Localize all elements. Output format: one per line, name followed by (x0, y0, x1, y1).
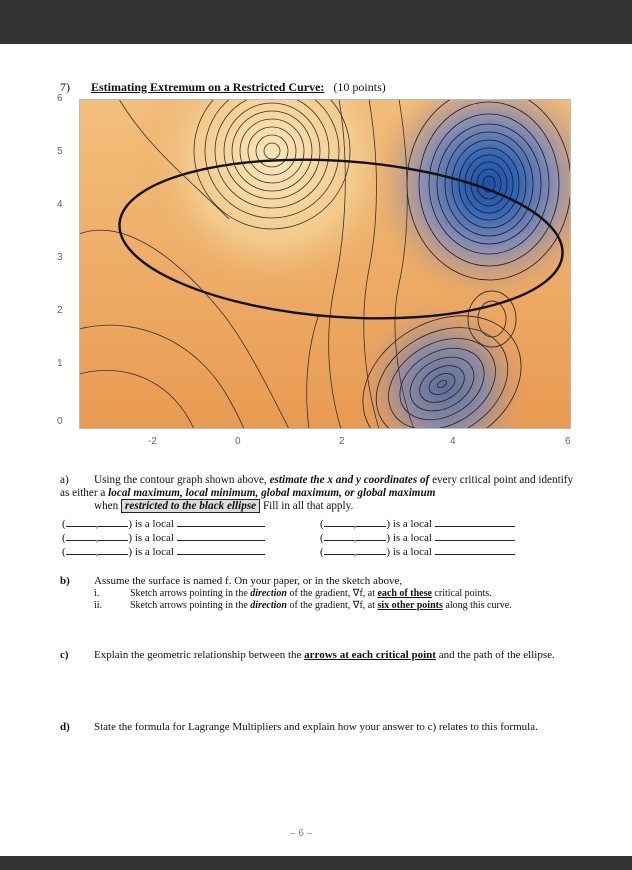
type-blank[interactable] (177, 544, 265, 555)
x-tick: -2 (148, 436, 157, 447)
part-c-text: and the path of the ellipse. (435, 649, 555, 661)
x-tick: 6 (565, 436, 571, 447)
row-text: ) is a local (386, 546, 432, 558)
answer-row: ( , ) is a local (62, 530, 265, 544)
y-tick: 0 (57, 416, 63, 427)
roman-numeral: i. (94, 588, 100, 599)
bottom-bar (0, 856, 632, 870)
item-text: critical points. (431, 588, 492, 599)
answer-row: ( , ) is a local (320, 544, 515, 558)
part-a-text: every critical point and identify as either a (60, 474, 574, 499)
y-tick: 1 (57, 358, 63, 369)
y-tick: 5 (57, 146, 63, 157)
item-text: along this curve. (442, 600, 512, 611)
question-points: (10 points) (333, 80, 386, 94)
row-text: ) is a local (128, 518, 174, 530)
part-a-text: Using the contour graph shown above, (94, 474, 270, 486)
y-tick: 3 (57, 252, 63, 263)
part-d-text: State the formula for Lagrange Multipliers and explain how your answer to c) relates to this formula. (94, 721, 538, 733)
contour-plot (79, 99, 571, 429)
y-tick: 6 (57, 93, 63, 104)
roman-numeral: ii. (94, 600, 103, 611)
type-blank[interactable] (177, 530, 265, 541)
part-c (60, 649, 580, 662)
item-text: of the gradient, ∇f, at (286, 588, 378, 599)
y-tick: 2 (57, 305, 63, 316)
contour-plot-svg (79, 99, 571, 429)
row-text: ) is a local (128, 532, 174, 544)
x-tick: 0 (235, 436, 241, 447)
row-text: ) is a local (128, 546, 174, 558)
question-heading: Estimating Extremum on a Restricted Curve: (91, 80, 325, 94)
y-blank[interactable] (356, 516, 386, 527)
part-a-emphasis: estimate the x and y coordinates of (269, 474, 430, 486)
type-blank[interactable] (435, 516, 515, 527)
x-blank[interactable] (324, 530, 354, 541)
part-a-emphasis: local maximum, local minimum, global maximum, or global maximum (108, 487, 436, 499)
y-blank[interactable] (98, 544, 128, 555)
document-page (0, 44, 632, 856)
part-c-underline: arrows at each critical point (304, 649, 436, 661)
x-blank[interactable] (66, 516, 96, 527)
item-text: Sketch arrows pointing in the (130, 588, 251, 599)
item-text: Sketch arrows pointing in the (130, 600, 251, 611)
type-blank[interactable] (435, 544, 515, 555)
answer-row: ( , ) is a local (320, 516, 515, 530)
x-blank[interactable] (324, 544, 354, 555)
x-blank[interactable] (324, 516, 354, 527)
row-text: ) is a local (386, 518, 432, 530)
answer-row: ( , ) is a local (62, 544, 265, 558)
question-title (60, 80, 386, 95)
item-text: of the gradient, ∇f, at (286, 600, 378, 611)
page-number: – 6 – (290, 828, 313, 839)
part-d (60, 721, 580, 734)
part-a-text: when (94, 500, 122, 512)
type-blank[interactable] (177, 516, 265, 527)
part-c-label: c) (60, 649, 69, 661)
part-b-intro: Assume the surface is named f. On your paper, or in the sketch above, (94, 575, 403, 587)
y-tick: 4 (57, 199, 63, 210)
x-blank[interactable] (66, 544, 96, 555)
question-number: 7) (60, 80, 70, 94)
row-text: ) is a local (386, 532, 432, 544)
part-b-item (94, 600, 580, 612)
part-c-text: Explain the geometric relationship between the (94, 649, 305, 661)
y-blank[interactable] (98, 516, 128, 527)
part-b-label: b) (60, 575, 70, 587)
part-a-text: Fill in all that apply. (260, 500, 354, 512)
item-underline: six other points (377, 600, 443, 611)
y-blank[interactable] (98, 530, 128, 541)
part-a-label: a) (60, 474, 69, 486)
item-emphasis: direction (250, 600, 287, 611)
part-b (60, 575, 580, 612)
item-underline: each of these (377, 588, 432, 599)
type-blank[interactable] (435, 530, 515, 541)
x-blank[interactable] (66, 530, 96, 541)
y-blank[interactable] (356, 544, 386, 555)
answer-row: ( , ) is a local (62, 516, 265, 530)
part-d-label: d) (60, 721, 70, 733)
part-a (60, 474, 580, 513)
x-tick: 2 (339, 436, 345, 447)
y-blank[interactable] (356, 530, 386, 541)
top-bar (0, 0, 632, 44)
part-b-item (94, 588, 580, 600)
x-tick: 4 (450, 436, 456, 447)
restriction-box: restricted to the black ellipse (121, 499, 260, 513)
item-emphasis: direction (250, 588, 287, 599)
answer-row: ( , ) is a local (320, 530, 515, 544)
